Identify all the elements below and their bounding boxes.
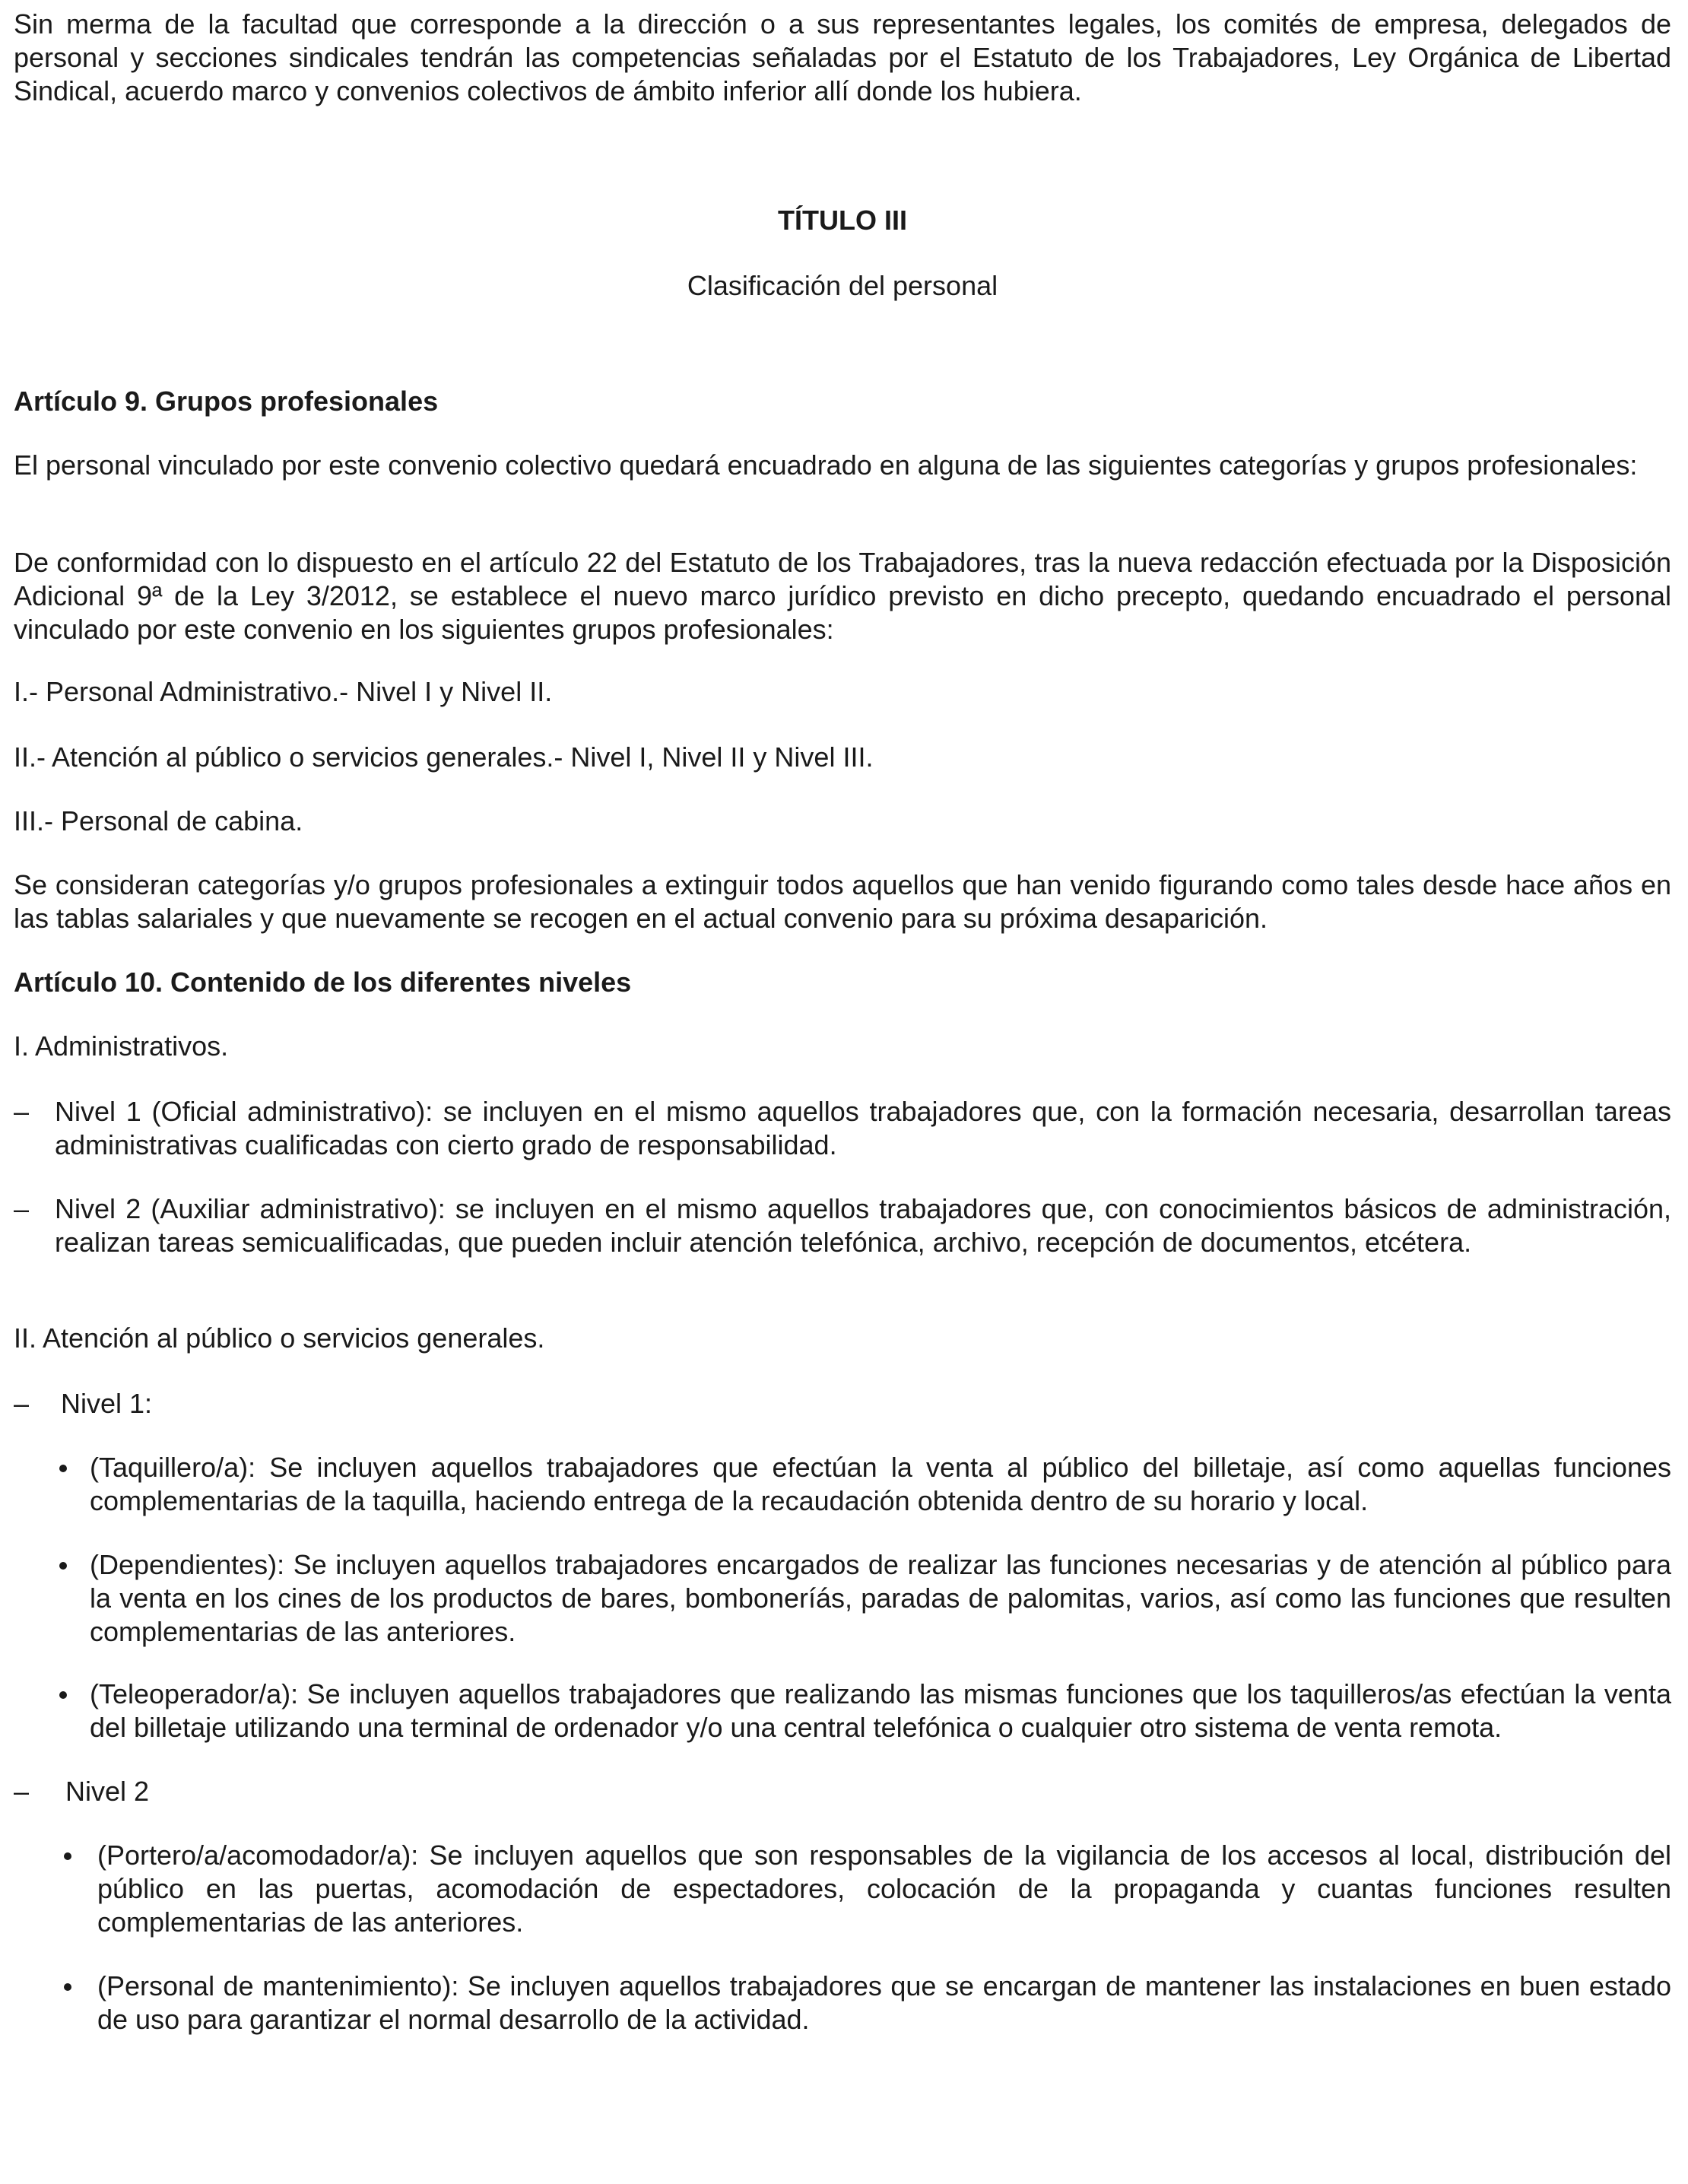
bullet-icon bbox=[59, 1691, 67, 1699]
mantenimiento-text: (Personal de mantenimiento): Se incluyen aquellos trabajadores que se encargan de mantener las instalaciones en buen estado de uso para garantizar el normal desarrollo de la actividad. bbox=[97, 1970, 1671, 2035]
article-9-paragraph-1: El personal vinculado por este convenio colectivo quedará encuadrado en alguna de las siguientes categorías y grupos profesionales: bbox=[14, 449, 1638, 481]
dash-icon: – bbox=[14, 1388, 30, 1419]
level-2-admin-text: Nivel 2 (Auxiliar administrativo): se incluyen en el mismo aquellos trabajadores que, con conocimientos básicos de administración, realizan tareas semicualificadas, que pueden incluir atención telefónica, archivo, recepción de documentos, etcétera. bbox=[55, 1193, 1671, 1258]
section-1-label: I. Administrativos. bbox=[14, 1030, 229, 1062]
title-heading: TÍTULO III bbox=[778, 205, 907, 236]
group-3-line: III.- Personal de cabina. bbox=[14, 805, 303, 836]
list-item bbox=[14, 1192, 1671, 1259]
section-2-label: II. Atención al público o servicios generales. bbox=[14, 1322, 545, 1354]
list-item bbox=[14, 1548, 1671, 1649]
portero-text: (Portero/a/acomodador/a): Se incluyen aquellos que son responsables de la vigilancia de los accesos al local, distribución del público en las puertas, acomodación de espectadores, colocación de la propaganda y cuantas funciones resulten complementarias de las anteriores. bbox=[97, 1840, 1671, 1938]
bullet-icon bbox=[59, 1465, 67, 1472]
dash-icon: – bbox=[14, 1096, 30, 1127]
list-item bbox=[14, 1678, 1671, 1744]
group-2-line: II.- Atención al público o servicios generales.- Nivel I, Nivel II y Nivel III. bbox=[14, 741, 874, 773]
level-2-label: Nivel 2 bbox=[65, 1776, 150, 1807]
teleoperador-text: (Teleoperador/a): Se incluyen aquellos trabajadores que realizando las mismas funciones que los taquilleros/as efectúan la venta del billetaje utilizando una terminal de ordenador y/o una central telefónica o cualquier otro sistema de venta remota. bbox=[90, 1678, 1671, 1743]
list-item bbox=[14, 1775, 1671, 1808]
list-item bbox=[14, 1095, 1671, 1162]
dash-icon: – bbox=[14, 1776, 30, 1807]
list-item bbox=[14, 1451, 1671, 1518]
dependientes-text: (Dependientes): Se incluyen aquellos trabajadores encargados de realizar las funciones necesarias y de atención al público para la venta en los cines de los productos de bares, bomboneríás, paradas de palomitas, varios, así como las funciones que resulten complementarias de las anteriores. bbox=[90, 1549, 1671, 1647]
list-item bbox=[14, 1970, 1671, 2036]
bullet-icon bbox=[59, 1562, 67, 1570]
article-10-heading: Artículo 10. Contenido de los diferentes niveles bbox=[14, 967, 632, 998]
taquillero-text: (Taquillero/a): Se incluyen aquellos trabajadores que efectúan la venta al público del billetaje, así como aquellas funciones complementarias de la taquilla, haciendo entrega de la recaudación obtenida dentro de su horario y local. bbox=[90, 1452, 1671, 1516]
group-1-line: I.- Personal Administrativo.- Nivel I y Nivel II. bbox=[14, 676, 553, 707]
bullet-icon bbox=[64, 1852, 71, 1860]
list-item bbox=[14, 1839, 1671, 1939]
article-9-paragraph-2: De conformidad con lo dispuesto en el artículo 22 del Estatuto de los Trabajadores, tras la nueva redacción efectuada por la Disposición Adicional 9ª de la Ley 3/2012, se establece el nuevo marco jurídico previsto en dicho precepto, quedando encuadrado el personal vinculado por este convenio en los siguientes grupos profesionales: bbox=[14, 547, 1671, 645]
bullet-icon bbox=[64, 1983, 71, 1991]
intro-paragraph: Sin merma de la facultad que corresponde a la dirección o a sus representantes legales, los comités de empresa, delegados de personal y secciones sindicales tendrán las competencias señaladas por el Estatuto de los Trabajadores, Ley Orgánica de Libertad Sindical, acuerdo marco y convenios colectivos de ámbito inferior allí donde los hubiera. bbox=[14, 8, 1671, 106]
article-9-heading: Artículo 9. Grupos profesionales bbox=[14, 386, 439, 417]
level-1-admin-text: Nivel 1 (Oficial administrativo): se incluyen en el mismo aquellos trabajadores que, con la formación necesaria, desarrollan tareas administrativas cualificadas con cierto grado de responsabilidad. bbox=[55, 1096, 1671, 1160]
subtitle: Clasificación del personal bbox=[687, 270, 998, 301]
dash-icon: – bbox=[14, 1193, 30, 1224]
article-9-paragraph-3: Se consideran categorías y/o grupos profesionales a extinguir todos aquellos que han venido figurando como tales desde hace años en las tablas salariales y que nuevamente se recogen en el actual convenio para su próxima desaparición. bbox=[14, 869, 1671, 934]
level-1-label: Nivel 1: bbox=[61, 1388, 153, 1419]
list-item bbox=[14, 1387, 1671, 1421]
